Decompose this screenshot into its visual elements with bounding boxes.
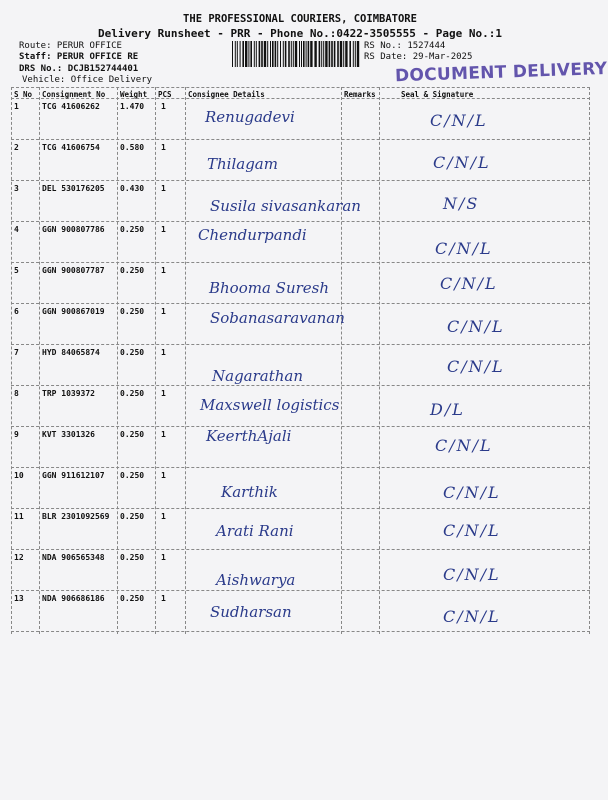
row-sno: 8 <box>14 389 19 398</box>
table-row <box>11 385 590 426</box>
row-sno: 11 <box>14 512 24 521</box>
row-consignment-no: NDA 906686186 <box>42 594 105 603</box>
header-weight: Weight <box>120 90 148 99</box>
company-title: THE PROFESSIONAL COURIERS, COIMBATORE <box>183 13 417 25</box>
row-seal-signature-handwriting: C/N/L <box>435 239 493 258</box>
row-weight: 0.250 <box>120 430 145 439</box>
row-consignee-handwriting: Renugadevi <box>205 108 295 126</box>
row-consignment-no: GGN 900807787 <box>42 266 105 275</box>
row-seal-signature-handwriting: C/N/L <box>433 153 491 172</box>
row-seal-signature-handwriting: C/N/L <box>447 317 505 336</box>
table-row <box>11 98 590 139</box>
row-pcs: 1 <box>161 430 166 439</box>
row-sno: 10 <box>14 471 24 480</box>
row-pcs: 1 <box>161 471 166 480</box>
row-consignment-no: KVT 3301326 <box>42 430 95 439</box>
row-consignment-no: DEL 530176205 <box>42 184 105 193</box>
row-sno: 4 <box>14 225 19 234</box>
row-seal-signature-handwriting: D/L <box>430 400 465 419</box>
row-seal-signature-handwriting: C/N/L <box>443 521 501 540</box>
table-row <box>11 508 590 549</box>
row-weight: 0.250 <box>120 307 145 316</box>
row-consignee-handwriting: Karthik <box>221 483 278 501</box>
runsheet-subtitle: Delivery Runsheet - PRR - Phone No.:0422-3505555 - Page No.:1 <box>98 27 502 40</box>
row-consignee-handwriting: KeerthAjali <box>206 427 292 445</box>
row-weight: 0.250 <box>120 471 145 480</box>
row-consignee-handwriting: Arati Rani <box>216 522 294 540</box>
row-consignment-no: GGN 911612107 <box>42 471 105 480</box>
table-row <box>11 344 590 385</box>
row-pcs: 1 <box>161 594 166 603</box>
row-weight: 0.250 <box>120 594 145 603</box>
row-seal-signature-handwriting: C/N/L <box>430 111 488 130</box>
table-row <box>11 426 590 467</box>
row-weight: 0.250 <box>120 389 145 398</box>
row-weight: 0.250 <box>120 553 145 562</box>
row-seal-signature-handwriting: N/S <box>443 194 480 213</box>
row-consignee-handwriting: Maxswell logistics <box>200 396 340 414</box>
row-sno: 2 <box>14 143 19 152</box>
row-pcs: 1 <box>161 143 166 152</box>
row-pcs: 1 <box>161 184 166 193</box>
row-weight: 0.250 <box>120 348 145 357</box>
row-seal-signature-handwriting: C/N/L <box>435 436 493 455</box>
header-remarks: Remarks <box>344 90 376 99</box>
row-consignment-no: GGN 900807786 <box>42 225 105 234</box>
row-seal-signature-handwriting: C/N/L <box>443 565 501 584</box>
header-consignee: Consignee Details <box>188 90 265 99</box>
row-sno: 13 <box>14 594 24 603</box>
row-weight: 1.470 <box>120 102 145 111</box>
row-pcs: 1 <box>161 389 166 398</box>
table-row <box>11 467 590 508</box>
table-row <box>11 590 590 631</box>
row-weight: 0.250 <box>120 266 145 275</box>
header-consignment: Consignment No <box>42 90 106 99</box>
row-consignment-no: TCG 41606754 <box>42 143 100 152</box>
row-sno: 6 <box>14 307 19 316</box>
row-seal-signature-handwriting: C/N/L <box>443 607 501 626</box>
staff-label: Staff: PERUR OFFICE RE <box>19 52 139 62</box>
row-consignee-handwriting: Sudharsan <box>210 603 292 621</box>
row-consignment-no: TRP 1039372 <box>42 389 95 398</box>
header-seal-signature: Seal & Signature <box>401 90 474 99</box>
row-pcs: 1 <box>161 225 166 234</box>
row-sno: 3 <box>14 184 19 193</box>
row-seal-signature-handwriting: C/N/L <box>447 357 505 376</box>
row-consignee-handwriting: Aishwarya <box>216 571 296 589</box>
row-consignee-handwriting: Susila sivasankaran <box>210 197 361 215</box>
row-consignee-handwriting: Sobanasaravanan <box>210 309 345 327</box>
row-weight: 0.250 <box>120 225 145 234</box>
rs-number: RS No.: 1527444 <box>364 41 446 51</box>
row-weight: 0.580 <box>120 143 145 152</box>
header-pcs: PCS <box>158 90 172 99</box>
row-pcs: 1 <box>161 102 166 111</box>
row-seal-signature-handwriting: C/N/L <box>443 483 501 502</box>
table-row <box>11 262 590 303</box>
table-row <box>11 549 590 590</box>
row-pcs: 1 <box>161 553 166 562</box>
drs-number: DRS No.: DCJB152744401 <box>19 64 139 74</box>
table-row <box>11 180 590 221</box>
row-consignment-no: NDA 906565348 <box>42 553 105 562</box>
row-sno: 5 <box>14 266 19 275</box>
barcode-image <box>232 41 358 67</box>
row-pcs: 1 <box>161 512 166 521</box>
table-row <box>11 221 590 262</box>
document-delivery-stamp: DOCUMENT DELIVERY <box>394 58 608 87</box>
row-consignment-no: BLR 2301092569 <box>42 512 110 521</box>
route-label: Route: PERUR OFFICE <box>19 41 122 51</box>
row-sno: 1 <box>14 102 19 111</box>
row-seal-signature-handwriting: C/N/L <box>440 274 498 293</box>
vehicle-label: Vehicle: Office Delivery <box>22 75 153 85</box>
table-row <box>11 139 590 180</box>
row-sno: 12 <box>14 553 24 562</box>
row-consignee-handwriting: Thilagam <box>207 155 278 173</box>
row-weight: 0.250 <box>120 512 145 521</box>
header-sno: S No <box>14 90 33 99</box>
row-pcs: 1 <box>161 266 166 275</box>
row-pcs: 1 <box>161 307 166 316</box>
row-consignment-no: HYD 84065874 <box>42 348 100 357</box>
table-row <box>11 303 590 344</box>
row-sno: 7 <box>14 348 19 357</box>
row-consignee-handwriting: Nagarathan <box>212 367 304 385</box>
row-consignment-no: TCG 41606262 <box>42 102 100 111</box>
row-consignee-handwriting: Chendurpandi <box>198 226 307 244</box>
row-consignment-no: GGN 900867019 <box>42 307 105 316</box>
rs-date: RS Date: 29-Mar-2025 <box>364 52 473 62</box>
row-consignee-handwriting: Bhooma Suresh <box>209 279 330 297</box>
row-pcs: 1 <box>161 348 166 357</box>
row-sno: 9 <box>14 430 19 439</box>
row-weight: 0.430 <box>120 184 145 193</box>
